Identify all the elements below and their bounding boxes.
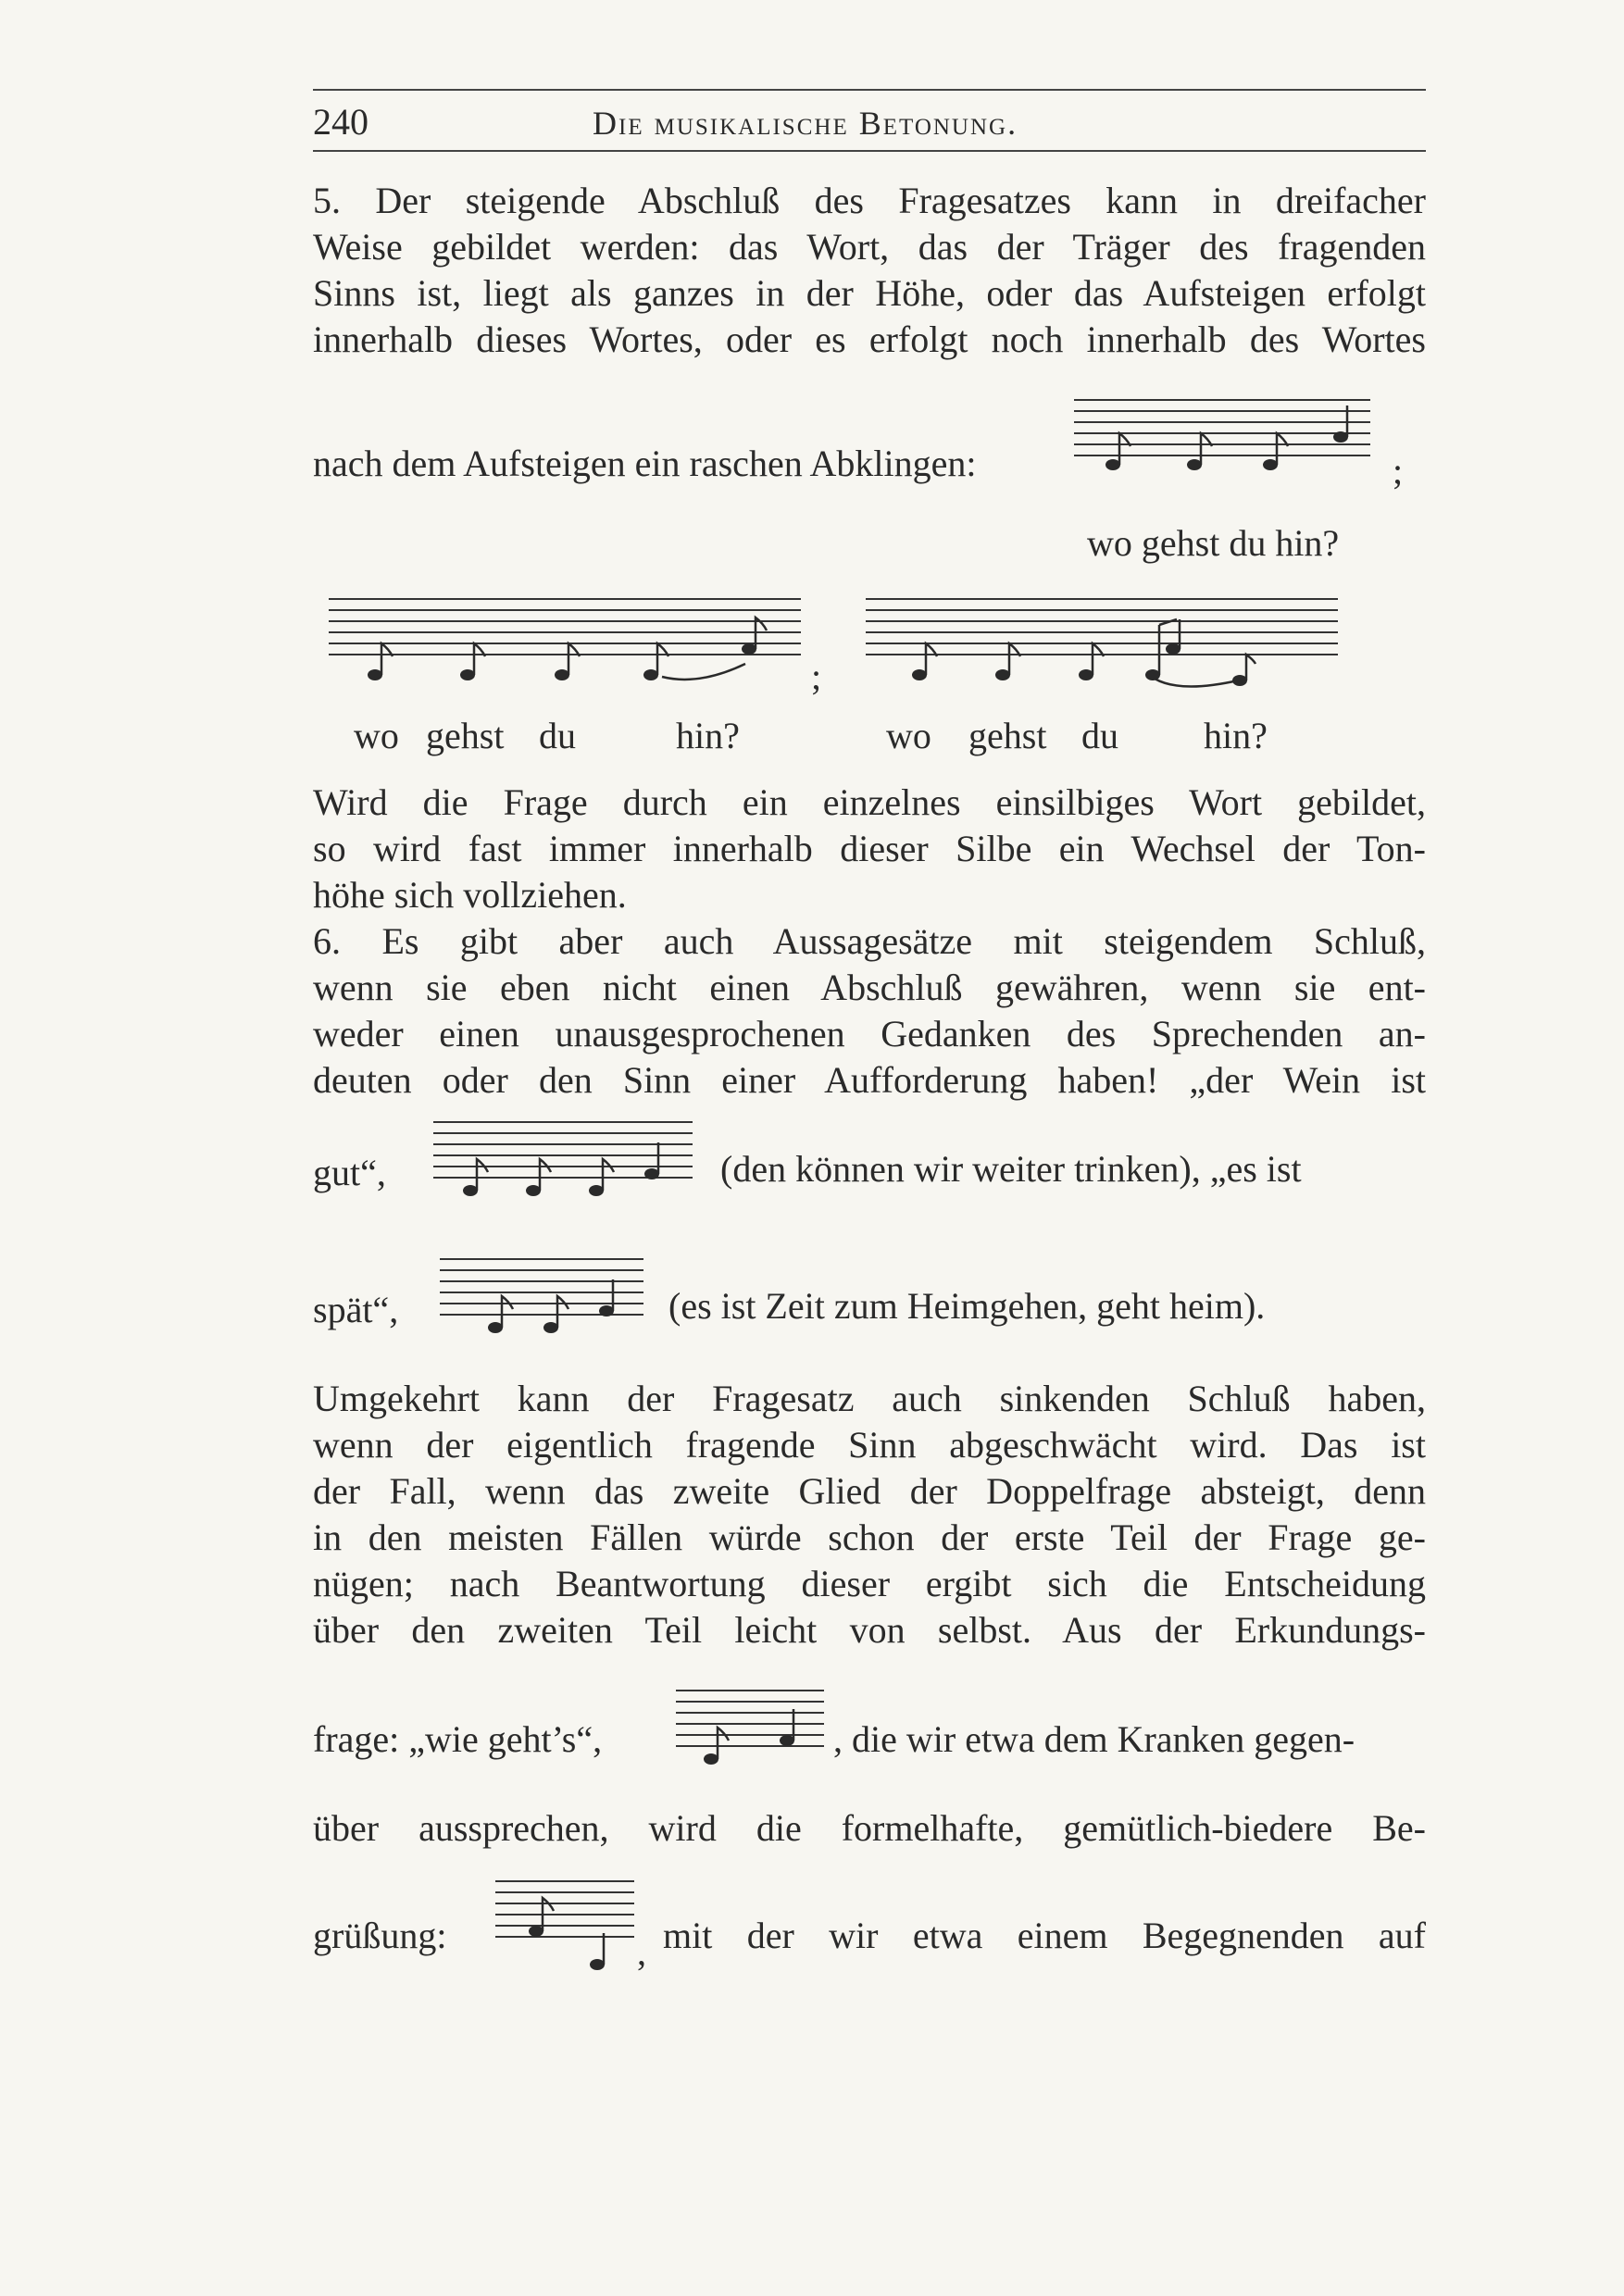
para6-line-4: deuten oder den Sinn einer Aufforderung haben! „der Wein ist	[313, 1059, 1426, 1101]
reverse-line-1: Umgekehrt kann der Fragesatz auch sinkenden Schluß haben,	[313, 1378, 1426, 1419]
single-word-line-1: Wird die Frage durch ein einzelnes einsilbiges Wort gebildet,	[313, 781, 1426, 823]
example-3-caption-du: du	[1081, 715, 1118, 756]
running-title: Die musikalische Betonung.	[593, 105, 1018, 142]
header-bottom-rule	[313, 150, 1426, 152]
music-example-spaet	[440, 1257, 653, 1359]
frage-quote: frage: „wie geht’s“,	[313, 1718, 603, 1760]
single-word-line-2: so wird fast immer innerhalb dieser Silbe ein Wechsel der Ton-	[313, 828, 1426, 869]
spaet-quote: spät“,	[313, 1289, 399, 1330]
example-3-caption-wo: wo	[886, 715, 931, 756]
para5-line-1: 5. Der steigende Abschluß des Fragesatzes kann in dreifacher	[313, 180, 1426, 221]
music-example-gut	[433, 1120, 702, 1222]
gruss-word: grüßung:	[313, 1915, 447, 1956]
example-3-caption-hin: hin?	[1204, 715, 1268, 756]
page-number: 240	[313, 101, 369, 143]
para6-line-1: 6. Es gibt aber auch Aussagesätze mit steigendem Schluß,	[313, 920, 1426, 962]
uber-line: über aussprechen, wird die formelhafte, gemütlich-biedere Be-	[313, 1807, 1426, 1849]
example-2-caption-wo: wo	[354, 715, 399, 756]
example-1-semicolon: ;	[1393, 450, 1404, 492]
music-example-wie-gehts	[676, 1689, 833, 1791]
music-example-gruss	[495, 1879, 643, 1990]
example-3-caption-gehst: gehst	[968, 715, 1047, 756]
reverse-line-4: in den meisten Fällen würde schon der erste Teil der Frage ge-	[313, 1516, 1426, 1558]
single-word-line-3: höhe sich vollziehen.	[313, 874, 627, 916]
spaet-explanation: (es ist Zeit zum Heimgehen, geht heim).	[668, 1285, 1266, 1327]
example-2-caption-gehst: gehst	[426, 715, 505, 756]
para5-lead-in: nach dem Aufsteigen ein raschen Abklingen:	[313, 443, 977, 484]
example-2-caption-hin: hin?	[676, 715, 740, 756]
gut-explanation: (den können wir weiter trinken), „es ist	[720, 1148, 1302, 1190]
reverse-line-6: über den zweiten Teil leicht von selbst. Aus der Erkundungs-	[313, 1609, 1426, 1651]
example-1-caption: wo gehst du hin?	[1087, 522, 1340, 564]
reverse-line-2: wenn der eigentlich fragende Sinn abgeschwächt wird. Das ist	[313, 1424, 1426, 1466]
para6-line-3: weder einen unausgesprochenen Gedanken des Sprechenden an-	[313, 1013, 1426, 1054]
frage-continuation: , die wir etwa dem Kranken gegen-	[833, 1718, 1355, 1760]
example-2-semicolon: ;	[811, 655, 822, 697]
para5-line-3: Sinns ist, liegt als ganzes in der Höhe, oder das Aufsteigen erfolgt	[313, 272, 1426, 314]
music-example-2	[329, 597, 810, 699]
gruss-comma: ,	[637, 1931, 646, 1973]
music-example-3	[866, 597, 1347, 699]
gruss-continuation: mit der wir etwa einem Begegnenden auf	[663, 1915, 1426, 1956]
header-top-rule	[313, 89, 1426, 91]
music-example-1	[1065, 398, 1380, 500]
para6-line-2: wenn sie eben nicht einen Abschluß gewähren, wenn sie ent-	[313, 967, 1426, 1008]
para5-line-4: innerhalb dieses Wortes, oder es erfolgt noch innerhalb des Wortes	[313, 318, 1426, 360]
reverse-line-5: nügen; nach Beantwortung dieser ergibt sich die Entscheidung	[313, 1563, 1426, 1604]
example-2-caption-du: du	[539, 715, 576, 756]
reverse-line-3: der Fall, wenn das zweite Glied der Doppelfrage absteigt, denn	[313, 1470, 1426, 1512]
para5-line-2: Weise gebildet werden: das Wort, das der Träger des fragenden	[313, 226, 1426, 268]
gut-quote: gut“,	[313, 1152, 386, 1193]
